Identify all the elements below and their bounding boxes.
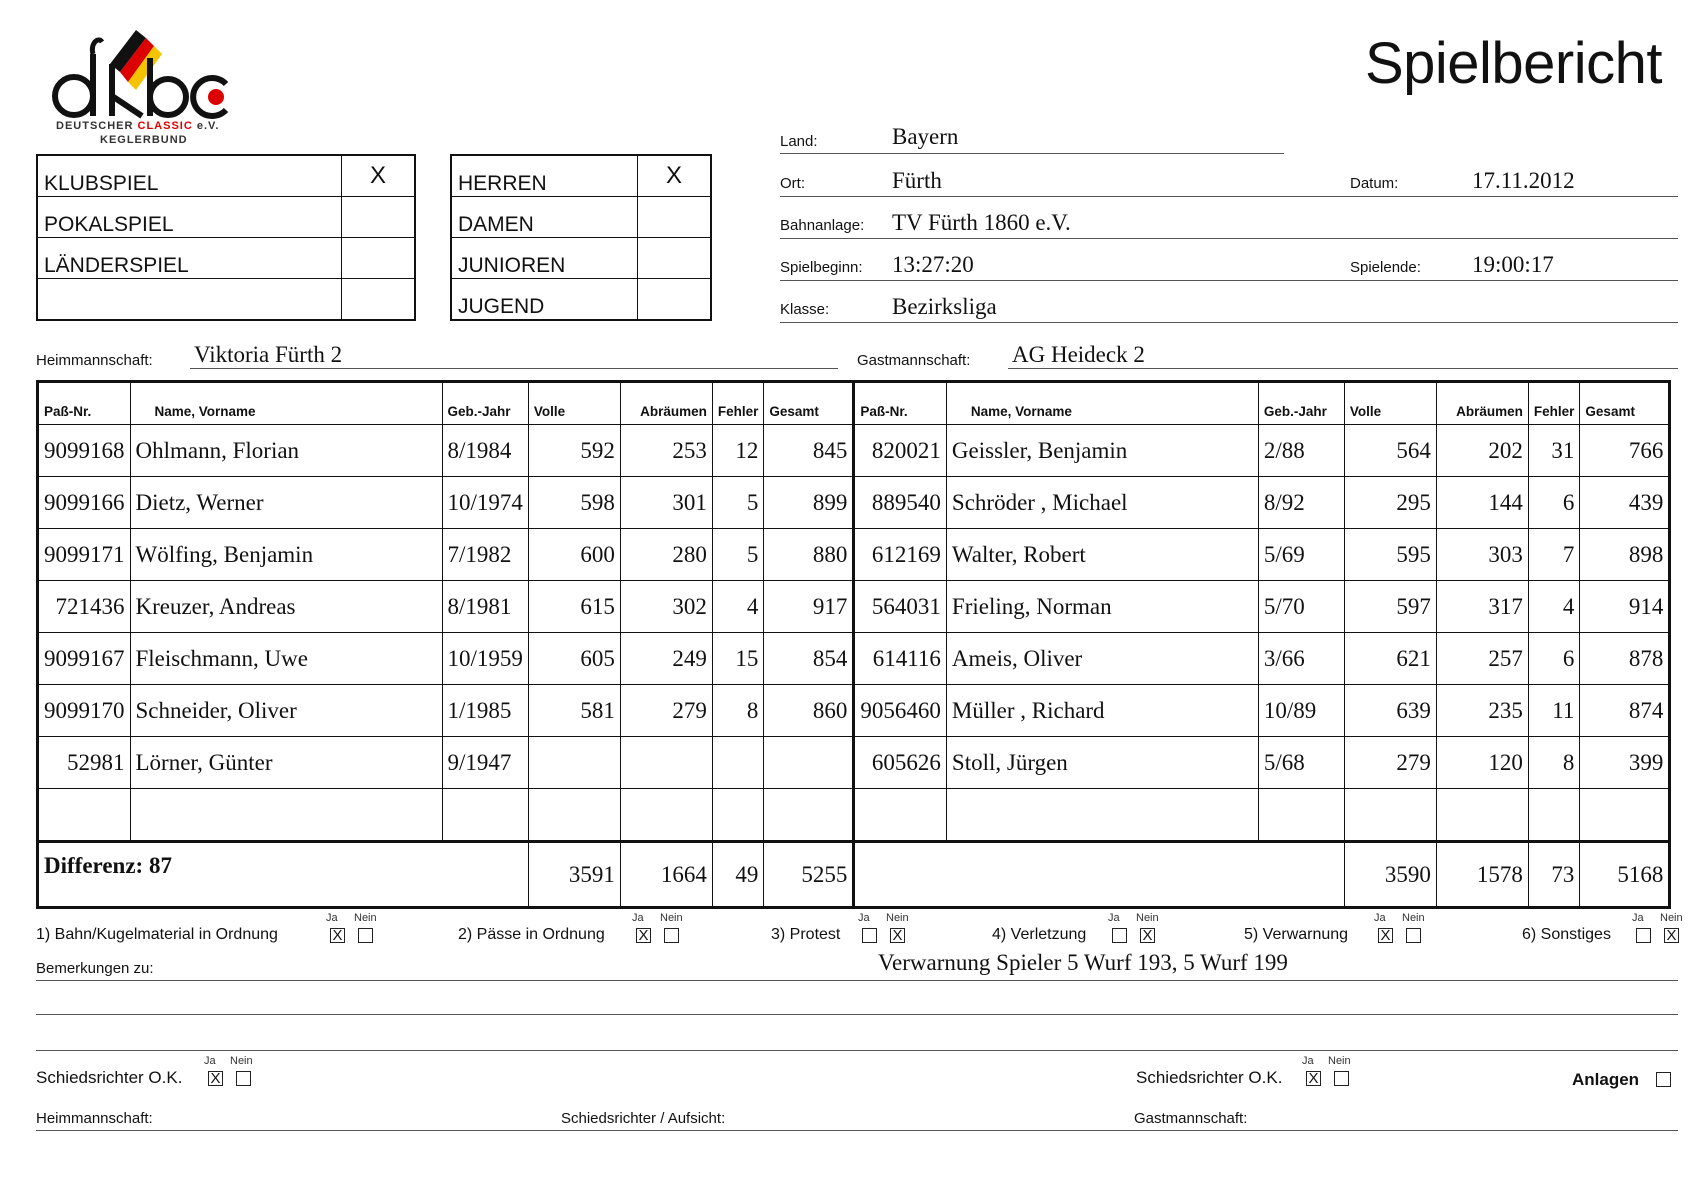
guest-fehler[interactable]: 6: [1528, 633, 1580, 685]
guest-birth-year[interactable]: 10/89: [1258, 685, 1344, 737]
guest-gesamt[interactable]: 439: [1580, 477, 1670, 529]
guest-fehler[interactable]: 4: [1528, 581, 1580, 633]
check-item-ja-checkbox[interactable]: X: [636, 928, 651, 943]
klasse-label: Klasse:: [780, 301, 830, 318]
category-label: DAMEN: [451, 197, 638, 238]
home-gesamt[interactable]: 854: [764, 633, 854, 685]
results-table: [36, 380, 1671, 909]
col-header: Gesamt: [764, 382, 854, 425]
home-abraeumen[interactable]: [620, 737, 712, 789]
remarks-text[interactable]: Verwarnung Spieler 5 Wurf 193, 5 Wurf 199: [878, 950, 1288, 975]
spielbeginn-value[interactable]: 13:27:20: [892, 252, 974, 277]
guest-gesamt[interactable]: 766: [1580, 425, 1670, 477]
datum-value[interactable]: 17.11.2012: [1472, 168, 1575, 193]
check-item-nein-checkbox[interactable]: X: [1664, 928, 1679, 943]
guest-gesamt[interactable]: [1580, 789, 1670, 842]
guest-volle[interactable]: 295: [1344, 477, 1436, 529]
nein-label: Nein: [1136, 912, 1159, 924]
check-item-nein-checkbox[interactable]: [1406, 928, 1421, 943]
guest-player-name[interactable]: Ameis, Oliver: [946, 633, 1258, 685]
nein-label: Nein: [1660, 912, 1683, 924]
home-player-name[interactable]: Lörner, Günter: [130, 737, 442, 789]
guest-pass-number[interactable]: 9056460: [854, 685, 947, 737]
game-type-label: LÄNDERSPIEL: [37, 238, 342, 279]
signature-guest-label: Gastmannschaft:: [1134, 1110, 1248, 1127]
bahnanlage-value[interactable]: TV Fürth 1860 e.V.: [892, 210, 1071, 235]
guest-player-name[interactable]: Frieling, Norman: [946, 581, 1258, 633]
category-box: [450, 154, 712, 321]
home-fehler[interactable]: [712, 789, 764, 842]
guest-abraeumen[interactable]: 303: [1436, 529, 1528, 581]
check-item-nein-checkbox[interactable]: X: [1140, 928, 1155, 943]
guest-player-name[interactable]: Schröder , Michael: [946, 477, 1258, 529]
guest-birth-year[interactable]: 2/88: [1258, 425, 1344, 477]
page-title: Spielbericht: [1364, 31, 1662, 96]
referee-ok-guest-label: Schiedsrichter O.K.: [1136, 1068, 1283, 1087]
home-pass-number[interactable]: 721436: [38, 581, 131, 633]
check-item-ja-checkbox[interactable]: [1112, 928, 1127, 943]
home-fehler[interactable]: 4: [712, 581, 764, 633]
home-pass-number[interactable]: 9099170: [38, 685, 131, 737]
home-abraeumen[interactable]: 302: [620, 581, 712, 633]
col-header: Abräumen: [1436, 382, 1528, 425]
home-gesamt[interactable]: [764, 789, 854, 842]
home-player-name[interactable]: Fleischmann, Uwe: [130, 633, 442, 685]
col-header: Volle: [528, 382, 620, 425]
home-volle[interactable]: 605: [528, 633, 620, 685]
guest-team-label: Gastmannschaft:: [857, 352, 971, 369]
guest-birth-year[interactable]: 8/92: [1258, 477, 1344, 529]
guest-volle[interactable]: 279: [1344, 737, 1436, 789]
home-fehler[interactable]: 8: [712, 685, 764, 737]
table-row: [38, 633, 1670, 685]
guest-total-gesamt: 5168: [1580, 842, 1670, 908]
guest-abraeumen[interactable]: 144: [1436, 477, 1528, 529]
check-item-nein-checkbox[interactable]: [358, 928, 373, 943]
logo-text-ev: e.V.: [196, 120, 220, 132]
check-item-nein-checkbox[interactable]: [664, 928, 679, 943]
klasse-value[interactable]: Bezirksliga: [892, 294, 997, 319]
guest-total-volle: 3590: [1344, 842, 1436, 908]
anlagen-label: Anlagen: [1572, 1070, 1640, 1089]
home-birth-year[interactable]: 10/1974: [442, 477, 528, 529]
category-mark[interactable]: X: [638, 155, 712, 197]
check-item-ja-checkbox[interactable]: X: [330, 928, 345, 943]
home-player-name[interactable]: Kreuzer, Andreas: [130, 581, 442, 633]
guest-player-name[interactable]: Müller , Richard: [946, 685, 1258, 737]
guest-fehler[interactable]: 8: [1528, 737, 1580, 789]
check-item-ja-checkbox[interactable]: X: [1378, 928, 1393, 943]
home-fehler[interactable]: 15: [712, 633, 764, 685]
ja-label: Ja: [326, 912, 338, 924]
guest-volle[interactable]: 639: [1344, 685, 1436, 737]
home-abraeumen[interactable]: [620, 789, 712, 842]
guest-fehler[interactable]: 7: [1528, 529, 1580, 581]
home-abraeumen[interactable]: 279: [620, 685, 712, 737]
category-mark[interactable]: [638, 197, 712, 238]
check-item-label: 5) Verwarnung: [1244, 926, 1349, 943]
category-mark[interactable]: [638, 238, 712, 279]
guest-gesamt[interactable]: 874: [1580, 685, 1670, 737]
home-pass-number[interactable]: 9099171: [38, 529, 131, 581]
col-header: Gesamt: [1580, 382, 1670, 425]
guest-fehler[interactable]: 6: [1528, 477, 1580, 529]
bahnanlage-label: Bahnanlage:: [780, 217, 865, 234]
home-pass-number[interactable]: 9099166: [38, 477, 131, 529]
guest-gesamt[interactable]: 898: [1580, 529, 1670, 581]
home-volle[interactable]: 615: [528, 581, 620, 633]
col-header: Paß-Nr.: [854, 382, 947, 425]
nein-label: Nein: [1328, 1055, 1351, 1067]
table-row: [38, 477, 1670, 529]
guest-volle[interactable]: 621: [1344, 633, 1436, 685]
guest-pass-number[interactable]: 820021: [854, 425, 947, 477]
guest-total-abraeumen: 1578: [1436, 842, 1528, 908]
guest-gesamt[interactable]: 399: [1580, 737, 1670, 789]
home-abraeumen[interactable]: 249: [620, 633, 712, 685]
home-pass-number[interactable]: 9099167: [38, 633, 131, 685]
check-item-ja-checkbox[interactable]: [862, 928, 877, 943]
home-gesamt[interactable]: 860: [764, 685, 854, 737]
col-header: Fehler: [1528, 382, 1580, 425]
guest-birth-year[interactable]: 5/70: [1258, 581, 1344, 633]
ja-label: Ja: [632, 912, 644, 924]
guest-birth-year[interactable]: 5/69: [1258, 529, 1344, 581]
game-type-label: KLUBSPIEL: [37, 155, 342, 197]
home-player-name[interactable]: Dietz, Werner: [130, 477, 442, 529]
nein-label: Nein: [230, 1055, 253, 1067]
game-type-label: [37, 279, 342, 321]
home-volle[interactable]: 592: [528, 425, 620, 477]
home-birth-year[interactable]: 8/1984: [442, 425, 528, 477]
home-volle[interactable]: [528, 789, 620, 842]
game-type-box: [36, 154, 416, 321]
remarks-label: Bemerkungen zu:: [36, 960, 154, 977]
home-player-name[interactable]: [130, 789, 442, 842]
guest-birth-year[interactable]: 3/66: [1258, 633, 1344, 685]
nein-label: Nein: [354, 912, 377, 924]
game-type-mark[interactable]: X: [342, 155, 416, 197]
ja-label: Ja: [1374, 912, 1386, 924]
anlagen-checkbox[interactable]: [1656, 1072, 1671, 1087]
check-item-label: 6) Sonstiges: [1522, 926, 1611, 943]
spielende-label: Spielende:: [1350, 259, 1421, 276]
ja-label: Ja: [1632, 912, 1644, 924]
col-header: Geb.-Jahr: [442, 382, 528, 425]
check-item-label: 4) Verletzung: [992, 926, 1087, 943]
home-player-name[interactable]: Ohlmann, Florian: [130, 425, 442, 477]
guest-abraeumen[interactable]: [1436, 789, 1528, 842]
col-header: Fehler: [712, 382, 764, 425]
table-row: [38, 789, 1670, 842]
home-birth-year[interactable]: [442, 789, 528, 842]
guest-gesamt[interactable]: 878: [1580, 633, 1670, 685]
guest-birth-year[interactable]: [1258, 789, 1344, 842]
datum-label: Datum:: [1350, 175, 1399, 192]
home-volle[interactable]: 598: [528, 477, 620, 529]
game-type-label: POKALSPIEL: [37, 197, 342, 238]
check-item-nein-checkbox[interactable]: X: [890, 928, 905, 943]
guest-player-name[interactable]: [946, 789, 1258, 842]
home-birth-year[interactable]: 1/1985: [442, 685, 528, 737]
guest-gesamt[interactable]: 914: [1580, 581, 1670, 633]
home-birth-year[interactable]: 7/1982: [442, 529, 528, 581]
difference-label: Differenz: 87: [38, 842, 529, 908]
guest-pass-number[interactable]: 889540: [854, 477, 947, 529]
guest-abraeumen[interactable]: 257: [1436, 633, 1528, 685]
col-header: Abräumen: [620, 382, 712, 425]
col-header: Name, Vorname: [946, 382, 1258, 425]
guest-total-fehler: 73: [1528, 842, 1580, 908]
check-item-label: 1) Bahn/Kugelmaterial in Ordnung: [36, 926, 278, 943]
home-player-name[interactable]: Wölfing, Benjamin: [130, 529, 442, 581]
land-label: Land:: [780, 133, 818, 150]
table-row: [38, 529, 1670, 581]
check-item-ja-checkbox[interactable]: [1636, 928, 1651, 943]
home-fehler[interactable]: 12: [712, 425, 764, 477]
land-value[interactable]: Bayern: [892, 124, 959, 149]
home-pass-number[interactable]: 9099168: [38, 425, 131, 477]
guest-pass-number[interactable]: 612169: [854, 529, 947, 581]
home-birth-year[interactable]: 8/1981: [442, 581, 528, 633]
home-fehler[interactable]: [712, 737, 764, 789]
guest-pass-number[interactable]: 614116: [854, 633, 947, 685]
home-team-name[interactable]: Viktoria Fürth 2: [194, 342, 343, 367]
nein-label: Nein: [1402, 912, 1425, 924]
guest-pass-number[interactable]: 564031: [854, 581, 947, 633]
home-pass-number[interactable]: 52981: [38, 737, 131, 789]
table-row: [38, 425, 1670, 477]
ort-value[interactable]: Fürth: [892, 168, 942, 193]
logo-text-line1: DEUTSCHER: [56, 120, 134, 132]
home-fehler[interactable]: 5: [712, 529, 764, 581]
home-player-name[interactable]: Schneider, Oliver: [130, 685, 442, 737]
home-abraeumen[interactable]: 301: [620, 477, 712, 529]
home-gesamt[interactable]: 899: [764, 477, 854, 529]
guest-fehler[interactable]: 11: [1528, 685, 1580, 737]
guest-abraeumen[interactable]: 235: [1436, 685, 1528, 737]
referee-guest-ja-checkbox[interactable]: X: [1306, 1071, 1321, 1086]
guest-abraeumen[interactable]: 202: [1436, 425, 1528, 477]
guest-player-name[interactable]: Walter, Robert: [946, 529, 1258, 581]
guest-birth-year[interactable]: 5/68: [1258, 737, 1344, 789]
category-label: JUGEND: [451, 279, 638, 321]
home-abraeumen[interactable]: 280: [620, 529, 712, 581]
check-item-label: 3) Protest: [771, 926, 841, 943]
home-total-abraeumen: 1664: [620, 842, 712, 908]
guest-total-spacer: [854, 842, 1345, 908]
guest-fehler[interactable]: [1528, 789, 1580, 842]
ja-label: Ja: [858, 912, 870, 924]
col-header: Paß-Nr.: [38, 382, 131, 425]
guest-volle[interactable]: 564: [1344, 425, 1436, 477]
home-birth-year[interactable]: 9/1947: [442, 737, 528, 789]
category-label: JUNIOREN: [451, 238, 638, 279]
signature-home-label: Heimmannschaft:: [36, 1110, 153, 1127]
table-header: [38, 382, 1670, 425]
logo-graphic: [50, 24, 240, 134]
home-abraeumen[interactable]: 253: [620, 425, 712, 477]
home-pass-number[interactable]: [38, 789, 131, 842]
home-total-volle: 3591: [528, 842, 620, 908]
guest-volle[interactable]: [1344, 789, 1436, 842]
guest-player-name[interactable]: Stoll, Jürgen: [946, 737, 1258, 789]
nein-label: Nein: [886, 912, 909, 924]
ort-label: Ort:: [780, 175, 805, 192]
guest-volle[interactable]: 597: [1344, 581, 1436, 633]
home-gesamt[interactable]: [764, 737, 854, 789]
home-volle[interactable]: 581: [528, 685, 620, 737]
game-type-mark[interactable]: [342, 279, 416, 321]
nein-label: Nein: [660, 912, 683, 924]
table-row: [38, 737, 1670, 789]
guest-abraeumen[interactable]: 317: [1436, 581, 1528, 633]
home-team-label: Heimmannschaft:: [36, 352, 153, 369]
guest-fehler[interactable]: 31: [1528, 425, 1580, 477]
check-item-label: 2) Pässe in Ordnung: [458, 926, 605, 943]
spielbeginn-label: Spielbeginn:: [780, 259, 863, 276]
dkbc-logo: [50, 24, 240, 154]
col-header: Volle: [1344, 382, 1436, 425]
home-volle[interactable]: [528, 737, 620, 789]
guest-abraeumen[interactable]: 120: [1436, 737, 1528, 789]
signature-referee-label: Schiedsrichter / Aufsicht:: [561, 1110, 726, 1127]
guest-pass-number[interactable]: 605626: [854, 737, 947, 789]
guest-player-name[interactable]: Geissler, Benjamin: [946, 425, 1258, 477]
game-type-mark[interactable]: [342, 238, 416, 279]
logo-text-line2: KEGLERBUND: [100, 134, 188, 146]
category-mark[interactable]: [638, 279, 712, 321]
home-gesamt[interactable]: 917: [764, 581, 854, 633]
referee-ok-home-label: Schiedsrichter O.K.: [36, 1068, 183, 1087]
home-gesamt[interactable]: 880: [764, 529, 854, 581]
home-birth-year[interactable]: 10/1959: [442, 633, 528, 685]
guest-pass-number[interactable]: [854, 789, 947, 842]
home-gesamt[interactable]: 845: [764, 425, 854, 477]
category-label: HERREN: [451, 155, 638, 197]
home-fehler[interactable]: 5: [712, 477, 764, 529]
logo-text-classic: CLASSIC: [137, 120, 193, 132]
referee-home-ja-checkbox[interactable]: X: [208, 1071, 223, 1086]
referee-guest-nein-checkbox[interactable]: [1334, 1071, 1349, 1086]
guest-volle[interactable]: 595: [1344, 529, 1436, 581]
home-total-fehler: 49: [712, 842, 764, 908]
table-row: [38, 685, 1670, 737]
home-total-gesamt: 5255: [764, 842, 854, 908]
ja-label: Ja: [1302, 1055, 1314, 1067]
game-type-mark[interactable]: [342, 197, 416, 238]
col-header: Name, Vorname: [130, 382, 442, 425]
ja-label: Ja: [1108, 912, 1120, 924]
totals-row: [38, 842, 1670, 908]
referee-home-nein-checkbox[interactable]: [236, 1071, 251, 1086]
spielende-value[interactable]: 19:00:17: [1472, 252, 1554, 277]
home-volle[interactable]: 600: [528, 529, 620, 581]
col-header: Geb.-Jahr: [1258, 382, 1344, 425]
guest-team-name[interactable]: AG Heideck 2: [1012, 342, 1145, 367]
ja-label: Ja: [204, 1055, 216, 1067]
table-row: [38, 581, 1670, 633]
